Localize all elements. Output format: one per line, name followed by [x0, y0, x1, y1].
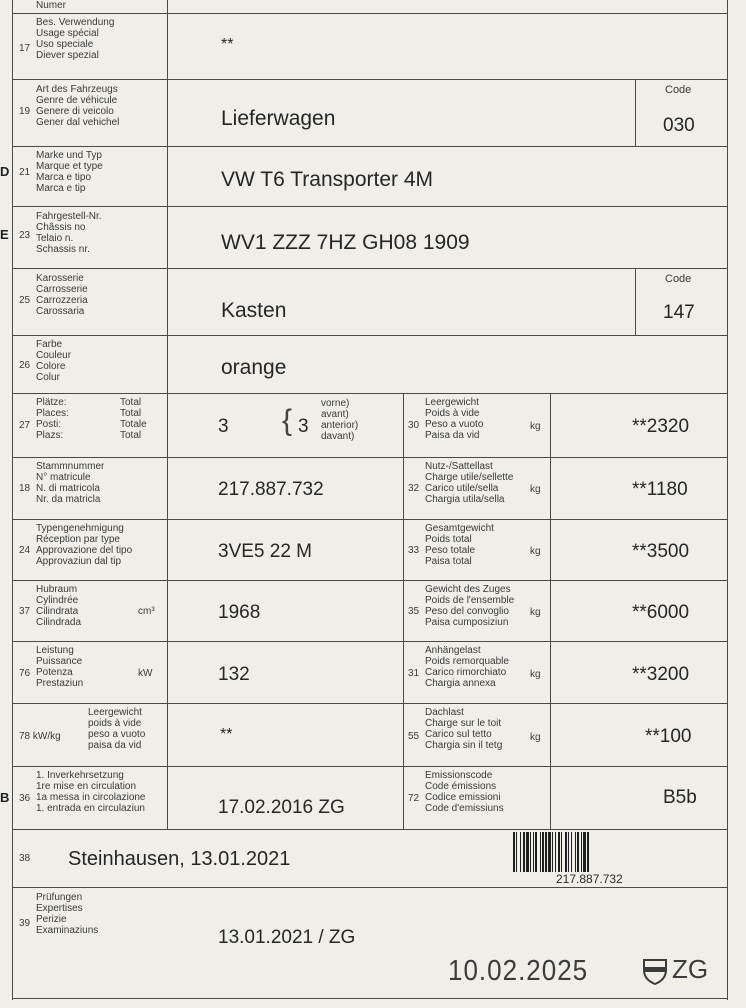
field-number-24: 24 — [19, 545, 31, 556]
payload-labels: Nutz-/Sattellast Charge utile/sellette Carico utile/sella Chargia utila/sella — [425, 461, 514, 505]
bracket-open: { — [282, 404, 293, 437]
vehicle-kind-code-label: Code — [665, 84, 692, 96]
displacement-labels: Hubraum Cylindrée Cilindrata Cilindrada — [36, 584, 82, 628]
field-number-23: 23 — [19, 230, 31, 241]
vehicle-kind-code: 030 — [663, 115, 695, 136]
field-number-36: 36 — [19, 793, 31, 804]
master-number-value: 217.887.732 — [218, 479, 324, 500]
usage-labels: Bes. Verwendung Usage spécial Uso speciale Diever spezial — [36, 17, 115, 61]
seats-labels: Plätze: Places: Posti: Plazs: — [36, 397, 69, 441]
emission-code-labels: Emissionscode Code émissions Codice emissioni Code d'emissiuns — [425, 770, 504, 814]
barcode-number: 217.887.732 — [553, 872, 626, 886]
usage-value: ** — [221, 36, 234, 53]
make-type-labels: Marke und Typ Marque et type Marca e tipo Marca e tip — [36, 150, 103, 194]
edge-letter-d: D — [0, 164, 10, 179]
field-number-55: 55 — [408, 731, 420, 742]
chassis-labels: Fahrgestell-Nr. Châssis no Telaio n. Schassis nr. — [36, 211, 102, 255]
field-number-72: 72 — [408, 793, 420, 804]
total-weight-labels: Gesamtgewicht Poids total Peso totale Paisa total — [425, 523, 494, 567]
payload-value: **1180 — [632, 479, 688, 500]
power-to-weight-value: ** — [220, 726, 233, 743]
seats-total-labels: Total Total Totale Total — [120, 397, 147, 441]
field-number-32: 32 — [408, 483, 420, 494]
field-number-19: 19 — [19, 106, 31, 117]
roof-load-unit: kg — [530, 732, 541, 743]
color-value: orange — [221, 356, 287, 379]
empty-weight-labels: Leergewicht Poids à vide Peso a vuoto Paisa da vid — [425, 397, 484, 441]
field-number-38: 38 — [19, 853, 31, 864]
power-unit: kW — [138, 668, 153, 679]
body-code: 147 — [663, 302, 695, 323]
body-labels: Karosserie Carrosserie Carrozzeria Carossaria — [36, 273, 88, 317]
payload-unit: kg — [530, 484, 541, 495]
field-number-17: 17 — [19, 43, 31, 54]
field-number-25: 25 — [19, 295, 31, 306]
field-number-39: 39 — [19, 918, 31, 929]
body-code-label: Code — [665, 273, 692, 285]
seats-front-labels: vorne) avant) anterior) davant) — [321, 398, 359, 442]
field-number-18: 18 — [19, 483, 31, 494]
displacement-value: 1968 — [218, 602, 261, 623]
issue-place-date: Steinhausen, 13.01.2021 — [68, 848, 291, 870]
field-number-35: 35 — [408, 606, 420, 617]
total-weight-value: **3500 — [632, 541, 690, 562]
power-labels: Leistung Puissance Potenza Prestaziun — [36, 645, 84, 689]
field-number-26: 26 — [19, 360, 31, 371]
barcode — [513, 832, 590, 872]
vehicle-kind-value: Lieferwagen — [221, 107, 336, 130]
field-number-30: 30 — [408, 420, 420, 431]
vehicle-kind-labels: Art des Fahrzeugs Genre de véhicule Genere di veicolo Gener dal vehichel — [36, 84, 120, 128]
seats-total-value: 3 — [218, 416, 229, 437]
master-number-labels: Stammnummer N° matricule N. di matricola Nr. da matricla — [36, 461, 105, 505]
stamp-canton: ZG — [672, 954, 709, 984]
total-weight-unit: kg — [530, 546, 541, 557]
roof-load-value: **100 — [645, 726, 692, 747]
trailer-load-unit: kg — [530, 669, 541, 680]
body-value: Kasten — [221, 299, 287, 322]
emission-code-value: B5b — [663, 787, 697, 808]
edge-letter-b: B — [0, 790, 10, 805]
first-registration-labels: 1. Inverkehrsetzung 1re mise en circulation 1a messa in circolazione 1. entrada en circulaziun — [36, 770, 146, 814]
field-number-33: 33 — [408, 545, 420, 556]
type-approval-labels: Typengenehmigung Réception par type Approvazione del tipo Approvaziun dal tip — [36, 523, 133, 567]
color-labels: Farbe Couleur Colore Colur — [36, 339, 72, 383]
field-number-76: 76 — [19, 668, 31, 679]
inspections-labels: Prüfungen Expertises Perizie Examinaziuns — [36, 892, 99, 936]
number-label: Numer — [36, 0, 67, 11]
inspections-value: 13.01.2021 / ZG — [218, 927, 356, 948]
empty-weight-value: **2320 — [632, 416, 690, 437]
power-to-weight-labels: Leergewicht poids à vide peso a vuoto paisa da vid — [88, 707, 146, 751]
canton-shield-icon — [642, 957, 668, 985]
field-number-31: 31 — [408, 668, 420, 679]
field-number-27: 27 — [19, 420, 31, 431]
train-weight-labels: Gewicht des Zuges Poids de l'ensemble Peso del convoglio Paisa cumposiziun — [425, 584, 515, 628]
train-weight-value: **6000 — [632, 602, 690, 623]
field-number-37: 37 — [19, 606, 31, 617]
trailer-load-labels: Anhängelast Poids remorquable Carico rimorchiato Chargia annexa — [425, 645, 509, 689]
power-value: 132 — [218, 664, 250, 685]
train-weight-unit: kg — [530, 607, 541, 618]
displacement-unit: cm³ — [138, 606, 155, 617]
make-type-value: VW T6 Transporter 4M — [221, 168, 434, 191]
first-registration-value: 17.02.2016 ZG — [218, 797, 345, 818]
edge-letter-e: E — [0, 227, 9, 242]
field-number-21: 21 — [19, 167, 31, 178]
trailer-load-value: **3200 — [632, 664, 690, 685]
empty-weight-unit: kg — [530, 421, 541, 432]
inspection-stamp-date: 10.02.2025 — [448, 953, 589, 987]
field-number-78: 78 kW/kg — [19, 731, 61, 742]
chassis-value: WV1 ZZZ 7HZ GH08 1909 — [221, 231, 470, 254]
type-approval-value: 3VE5 22 M — [218, 541, 312, 562]
seats-front-value: 3 — [298, 416, 309, 437]
roof-load-labels: Dachlast Charge sur le toit Carico sul tetto Chargia sin il tetg — [425, 707, 503, 751]
